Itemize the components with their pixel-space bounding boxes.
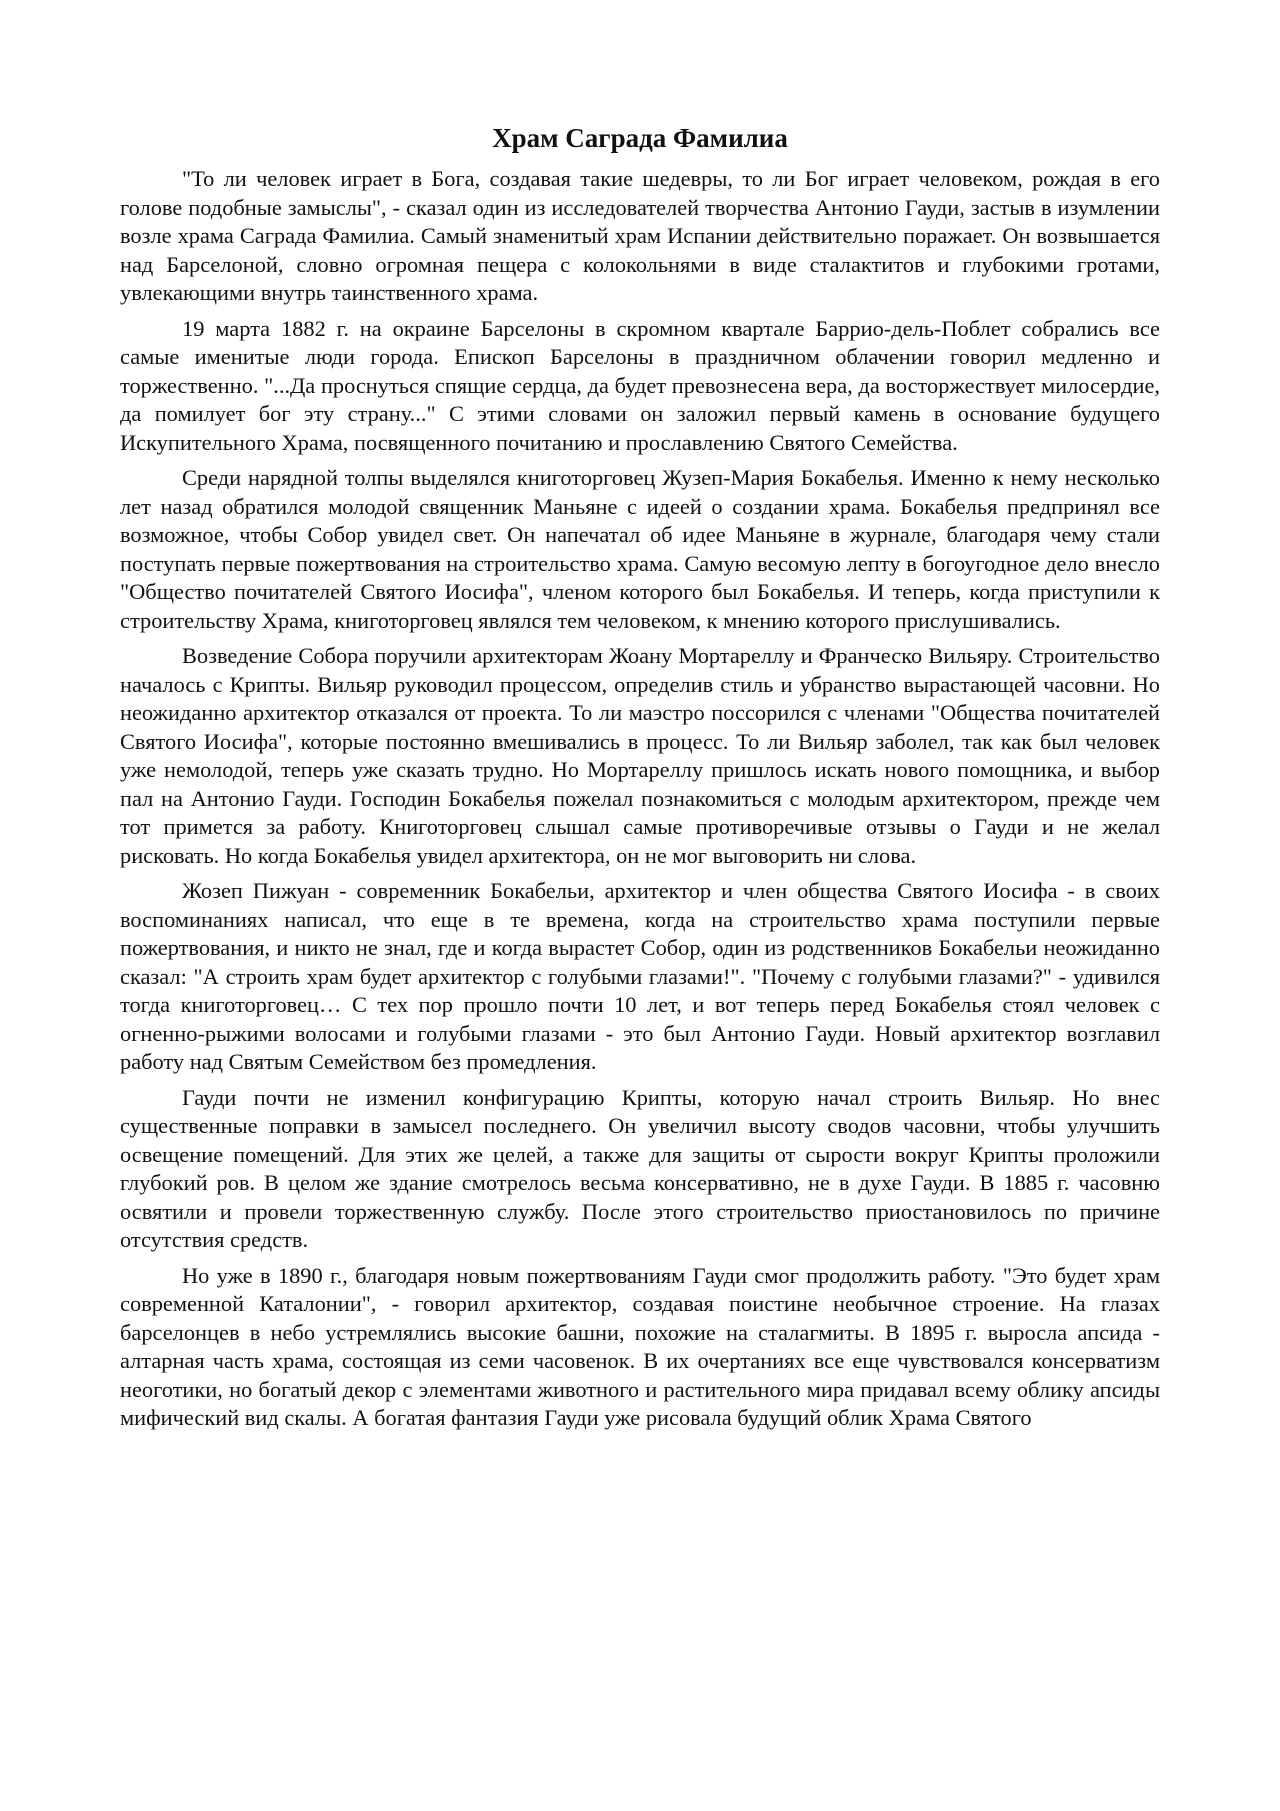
document-title: Храм Саграда Фамилиа — [492, 123, 788, 153]
paragraph-1: "То ли человек играет в Бога, создавая такие шедевры, то ли Бог играет человеком, рождая в его голове подобные замыслы", - сказал один из исследователей творчества Антонио Гауди, застыв в изумлении возле храма Саграда Фамилиа. Самый знаменитый храм Испании действительно поражает. Он возвышается над Барселоной, словно огромная пещера с колокольнями в виде сталактитов и глубокими гротами, увлекающими внутрь таинственного храма. — [120, 166, 1160, 305]
paragraph-3: Среди нарядной толпы выделялся книготорговец Жузеп-Мария Бокабелья. Именно к нему несколько лет назад обратился молодой священник Маньяне с идеей о создании храма. Бокабелья предпринял все возможное, чтобы Собор увидел свет. Он напечатал об идее Маньяне в журнале, благодаря чему стали поступать первые пожертвования на строительство храма. Самую весомую лепту в богоугодное дело внесло "Общество почитателей Святого Иосифа", членом которого был Бокабелья. И теперь, когда приступили к строительству Храма, книготорговец являлся тем человеком, к мнению которого прислушивались. — [120, 465, 1160, 633]
paragraph-4: Возведение Собора поручили архитекторам Жоану Мортареллу и Франческо Вильяру. Строительство началось с Крипты. Вильяр руководил процессом, определив стиль и убранство вырастающей часовни. Но неожиданно архитектор отказался от проекта. То ли маэстро поссорился с членами "Общества почитателей Святого Иосифа", которые постоянно вмешивались в процесс. То ли Вильяр заболел, так как был человек уже немолодой, теперь уже сказать трудно. Но Мортареллу пришлось искать нового помощника, и выбор пал на Антонио Гауди. Господин Бокабелья пожелал познакомиться с молодым архитектором, прежде чем тот примется за работу. Книготорговец слышал самые противоречивые отзывы о Гауди и не желал рисковать. Но когда Бокабелья увидел архитектора, он не мог выговорить ни слова. — [120, 643, 1160, 868]
paragraph-5: Жозеп Пижуан - современник Бокабельи, архитектор и член общества Святого Иосифа - в своих воспоминаниях написал, что еще в те времена, когда на строительство храма поступили первые пожертвования, и никто не знал, где и когда вырастет Собор, один из родственников Бокабельи неожиданно сказал: "А строить храм будет архитектор с голубыми глазами!". "Почему с голубыми глазами?" - удивился тогда книготорговец… С тех пор прошло почти 10 лет, и вот теперь перед Бокабелья стоял человек с огненно-рыжими волосами и голубыми глазами - это был Антонио Гауди. Новый архитектор возглавил работу над Святым Семейством без промедления. — [120, 878, 1160, 1074]
paragraph-7: Но уже в 1890 г., благодаря новым пожертвованиям Гауди смог продолжить работу. "Это будет храм современной Каталонии", - говорил архитектор, создавая поистине необычное строение. На глазах барселонцев в небо устремлялись высокие башни, похожие на сталагмиты. В 1895 г. выросла апсида - алтарная часть храма, состоящая из семи часовенок. В их очертаниях все еще чувствовался консерватизм неоготики, но богатый декор с элементами животного и растительного мира придавал всему облику апсиды мифический вид скалы. А богатая фантазия Гауди уже рисовала будущий облик Храма Святого — [120, 1262, 1160, 1430]
document-page — [120, 118, 1160, 1440]
paragraph-2: 19 марта 1882 г. на окраине Барселоны в скромном квартале Баррио-дель-Поблет собрались все самые именитые люди города. Епископ Барселоны в праздничном облачении говорил медленно и торжественно. "...Да проснуться спящие сердца, да будет превознесена вера, да восторжествует милосердие, да помилует бог эту страну..." С этими словами он заложил первый камень в основание будущего Искупительного Храма, посвященного почитанию и прославлению Святого Семейства. — [120, 315, 1160, 455]
paragraph-6: Гауди почти не изменил конфигурацию Крипты, которую начал строить Вильяр. Но внес существенные поправки в замысел последнего. Он увеличил высоту сводов часовни, чтобы улучшить освещение помещений. Для этих же целей, а также для защиты от сырости вокруг Крипты проложили глубокий ров. В целом же здание смотрелось весьма консервативно, не в духе Гауди. В 1885 г. часовню освятили и провели торжественную службу. После этого строительство приостановилось по причине отсутствия средств. — [120, 1084, 1160, 1252]
